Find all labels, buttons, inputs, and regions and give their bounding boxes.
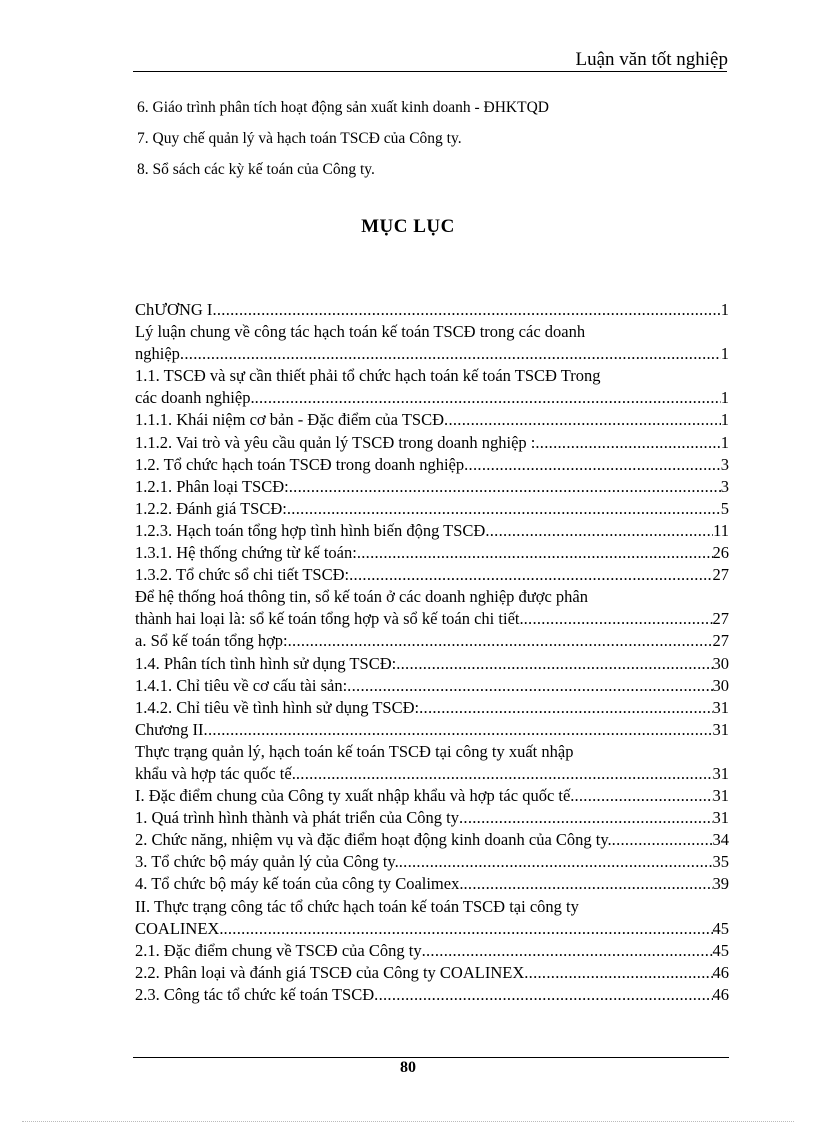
- toc-line: [135, 829, 729, 851]
- toc-entry: [135, 542, 729, 564]
- toc-page-number: 31: [712, 763, 729, 783]
- toc-dot-leader: [485, 520, 713, 542]
- toc-line: [135, 454, 729, 476]
- toc-line: [135, 675, 729, 697]
- toc-line: [135, 653, 729, 675]
- toc-entry-title: 2. Chức năng, nhiệm vụ và đặc điểm hoạt động kinh doanh của Công ty.: [135, 830, 612, 850]
- reference-item: 6. Giáo trình phân tích hoạt động sản xuất kinh doanh - ĐHKTQD: [137, 99, 549, 116]
- toc-entry: [135, 675, 729, 697]
- toc-dot-leader: [396, 653, 712, 675]
- toc-page-number: 1: [720, 410, 729, 430]
- toc-entry-text: II. Thực trạng công tác tổ chức hạch toán kế toán TSCĐ tại công ty: [135, 896, 579, 916]
- toc-page-number: 26: [712, 543, 729, 563]
- toc-dot-leader: [212, 299, 720, 321]
- toc-page-number: 1: [720, 344, 729, 364]
- toc-line: [135, 542, 729, 564]
- toc-line: [135, 918, 729, 940]
- toc-page-number: 46: [712, 984, 729, 1004]
- toc-line: [135, 520, 729, 542]
- toc-line: [135, 807, 729, 829]
- toc-page-number: 1: [720, 300, 729, 319]
- toc-entry: [135, 851, 729, 873]
- toc-entry-title: 2.3. Công tác tổ chức kế toán TSCĐ: [135, 984, 375, 1004]
- toc-entry: [135, 409, 729, 431]
- toc-page-number: 1: [720, 388, 729, 408]
- toc-dot-leader: [444, 409, 721, 431]
- table-of-contents: [135, 299, 729, 1006]
- toc-line: [135, 476, 729, 498]
- toc-entry-title: ChƯƠNG I: [135, 300, 213, 319]
- toc-dot-leader: [459, 807, 713, 829]
- toc-entry-title: 2.2. Phân loại và đánh giá TSCĐ của Công ty COALINEX: [135, 962, 525, 982]
- toc-entry: [135, 785, 729, 807]
- toc-line: [135, 387, 729, 409]
- header-title: Luận văn tốt nghiệp: [575, 49, 728, 70]
- toc-entry-title: 1.4.1. Chỉ tiêu về cơ cấu tài sản:: [135, 675, 348, 695]
- toc-page-number: 31: [712, 808, 729, 828]
- toc-dot-leader: [223, 918, 712, 940]
- toc-dot-leader: [288, 630, 713, 652]
- toc-heading: MỤC LỤC: [361, 216, 455, 237]
- toc-dot-leader: [180, 343, 721, 365]
- toc-dot-leader: [349, 564, 712, 586]
- toc-entry-title: khẩu và hợp tác quốc tế.: [135, 763, 296, 783]
- toc-entry: [135, 520, 729, 542]
- toc-dot-leader: [296, 763, 713, 785]
- toc-dot-leader: [357, 542, 713, 564]
- toc-entry: [135, 498, 729, 520]
- toc-line: [135, 409, 729, 431]
- toc-page-number: 45: [712, 940, 729, 960]
- toc-entry: [135, 321, 729, 365]
- toc-page-number: 1: [720, 432, 729, 452]
- toc-page-number: 35: [712, 852, 729, 872]
- footer-rule: [133, 1057, 729, 1058]
- toc-dot-leader: [289, 476, 721, 498]
- toc-entry-title: 1.4. Phân tích tình hình sử dụng TSCĐ:: [135, 653, 397, 673]
- toc-entry: [135, 299, 729, 321]
- toc-entry-title: 1.3.1. Hệ thống chứng từ kế toán:: [135, 543, 357, 563]
- toc-entry-text: Lý luận chung về công tác hạch toán kế toán TSCĐ trong các doanh: [135, 322, 586, 342]
- toc-dot-leader: [255, 387, 721, 409]
- toc-page-number: 34: [712, 830, 729, 850]
- toc-entry: [135, 653, 729, 675]
- toc-entry-title: a. Sổ kế toán tổng hợp:: [135, 631, 288, 651]
- toc-line: [135, 608, 729, 630]
- toc-line: [135, 851, 729, 873]
- toc-entry: [135, 873, 729, 895]
- toc-line: [135, 697, 729, 719]
- toc-dot-leader: [399, 851, 713, 873]
- toc-line: [135, 630, 729, 652]
- toc-entry: [135, 829, 729, 851]
- toc-line: [135, 984, 729, 1006]
- toc-line: [135, 343, 729, 365]
- toc-dot-leader: [374, 984, 712, 1006]
- toc-dot-leader: [524, 608, 713, 630]
- toc-line: [135, 962, 729, 984]
- toc-page-number: 5: [720, 498, 729, 518]
- toc-entry-title: nghiệp: [135, 344, 180, 364]
- toc-entry-title: 4. Tổ chức bộ máy kế toán của công ty Coalimex.: [135, 874, 464, 894]
- toc-entry: [135, 719, 729, 741]
- toc-entry: [135, 697, 729, 719]
- toc-line: [135, 873, 729, 895]
- toc-entry: [135, 962, 729, 984]
- toc-dot-leader: [347, 675, 712, 697]
- page-number: 80: [400, 1059, 416, 1076]
- toc-page-number: 31: [712, 719, 729, 739]
- toc-dot-leader: [612, 829, 713, 851]
- toc-dot-leader: [524, 962, 712, 984]
- toc-page-number: 27: [712, 565, 729, 585]
- toc-entry-title: COALINEX.: [135, 918, 224, 938]
- toc-entry-text: Để hệ thống hoá thông tin, sổ kế toán ở các doanh nghiệp được phân: [135, 587, 588, 607]
- toc-line: [135, 940, 729, 962]
- toc-entry-title: I. Đặc điểm chung của Công ty xuất nhập khẩu và hợp tác quốc tế.: [135, 786, 575, 806]
- toc-entry: [135, 896, 729, 940]
- toc-entry: [135, 586, 729, 630]
- toc-page-number: 27: [712, 609, 729, 629]
- toc-page-number: 45: [712, 918, 729, 938]
- toc-entry-title: 1.2.3. Hạch toán tổng hợp tình hình biến động TSCĐ: [135, 520, 486, 540]
- toc-entry: [135, 741, 729, 785]
- toc-page-number: 27: [712, 631, 729, 651]
- toc-page-number: 31: [712, 786, 729, 806]
- toc-entry-title: 1.1.2. Vai trò và yêu cầu quản lý TSCĐ trong doanh nghiệp :: [135, 432, 536, 452]
- toc-entry: [135, 476, 729, 498]
- toc-entry-title: thành hai loại là: sổ kế toán tổng hợp và sổ kế toán chi tiết.: [135, 609, 524, 629]
- toc-entry: [135, 984, 729, 1006]
- toc-line: [135, 785, 729, 807]
- toc-entry-title: 1.1.1. Khái niệm cơ bản - Đặc điểm của TSCĐ: [135, 410, 445, 430]
- toc-page-number: 30: [712, 675, 729, 695]
- toc-entry-title: Chương II: [135, 719, 204, 739]
- reference-item: 7. Quy chế quản lý và hạch toán TSCĐ của Công ty.: [137, 130, 462, 147]
- toc-page-number: 30: [712, 653, 729, 673]
- toc-dot-leader: [422, 940, 713, 962]
- toc-page-number: 11: [713, 520, 729, 540]
- toc-dot-leader: [463, 873, 712, 895]
- toc-entry-title: các doanh nghiệp.: [135, 388, 255, 408]
- toc-entry: [135, 630, 729, 652]
- toc-dot-leader: [287, 498, 721, 520]
- toc-entry: [135, 940, 729, 962]
- reference-list: [137, 97, 727, 190]
- toc-dot-leader: [464, 454, 721, 476]
- toc-line: [135, 498, 729, 520]
- page-bottom-border: [22, 1121, 794, 1122]
- toc-dot-leader: [535, 432, 720, 454]
- toc-entry: [135, 454, 729, 476]
- toc-line: [135, 719, 729, 741]
- toc-line: [135, 763, 729, 785]
- header-rule: [133, 71, 727, 72]
- toc-entry-title: 1.3.2. Tổ chức sổ chi tiết TSCĐ:: [135, 565, 350, 585]
- toc-entry-title: 1.2. Tổ chức hạch toán TSCĐ trong doanh nghiệp: [135, 454, 465, 474]
- toc-page-number: 3: [720, 454, 729, 474]
- toc-entry-title: 2.1. Đặc điểm chung về TSCĐ của Công ty: [135, 940, 422, 960]
- toc-page-number: 3: [720, 476, 729, 496]
- toc-page-number: 31: [712, 697, 729, 717]
- toc-entry: [135, 365, 729, 409]
- toc-entry: [135, 432, 729, 454]
- toc-entry-title: 1. Quá trình hình thành và phát triển của Công ty: [135, 808, 459, 828]
- toc-dot-leader: [574, 785, 712, 807]
- toc-line: [135, 564, 729, 586]
- toc-entry-text: Thực trạng quản lý, hạch toán kế toán TSCĐ tại công ty xuất nhập: [135, 741, 574, 761]
- toc-entry-title: 1.2.1. Phân loại TSCĐ:: [135, 476, 289, 496]
- toc-entry-title: 3. Tổ chức bộ máy quản lý của Công ty.: [135, 852, 399, 872]
- toc-entry-title: 1.2.2. Đánh giá TSCĐ:: [135, 498, 287, 518]
- reference-item: 8. Sổ sách các kỳ kế toán của Công ty.: [137, 161, 375, 178]
- toc-dot-leader: [419, 697, 712, 719]
- toc-entry: [135, 807, 729, 829]
- toc-line: [135, 299, 729, 321]
- toc-line: [135, 432, 729, 454]
- toc-entry: [135, 564, 729, 586]
- toc-dot-leader: [204, 719, 713, 741]
- toc-entry-title: 1.4.2. Chỉ tiêu về tình hình sử dụng TSCĐ:: [135, 697, 420, 717]
- toc-page-number: 46: [712, 962, 729, 982]
- toc-page-number: 39: [712, 874, 729, 894]
- toc-entry-text: 1.1. TSCĐ và sự cần thiết phải tổ chức hạch toán kế toán TSCĐ Trong: [135, 366, 601, 386]
